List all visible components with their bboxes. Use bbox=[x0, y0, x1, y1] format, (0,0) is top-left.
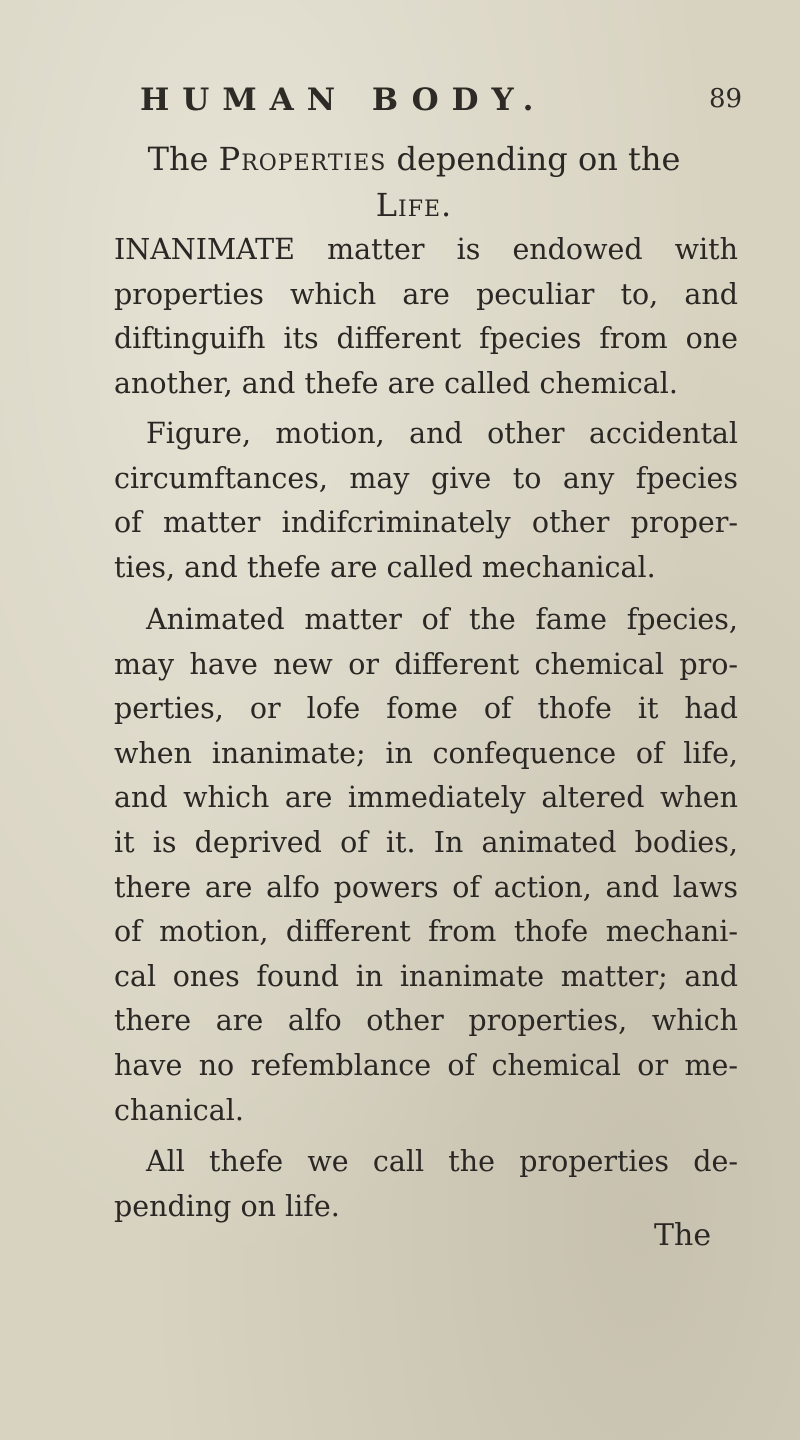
text-line: when inanimate; in confequence of life, bbox=[114, 736, 738, 770]
text-line: pending on life. bbox=[114, 1189, 340, 1223]
section-title-rest: depending on the bbox=[396, 140, 681, 178]
section-title bbox=[94, 136, 734, 228]
section-title-smallcaps: Properties bbox=[218, 140, 387, 178]
section-title-line2: Life. bbox=[375, 186, 453, 224]
text-line: circumftances, may give to any fpecies bbox=[114, 461, 738, 495]
text-line: another, and thefe are called chemical. bbox=[114, 366, 678, 400]
text-line: All thefe we call the properties de- bbox=[146, 1145, 738, 1178]
text-line: perties, or lofe fome of thofe it had bbox=[114, 692, 738, 726]
paragraph-all-these bbox=[114, 1140, 738, 1229]
text-line: have no refemblance of chemical or me- bbox=[114, 1048, 738, 1082]
text-line: ties, and thefe are called mechanical. bbox=[114, 550, 656, 584]
page-number: 89 bbox=[709, 84, 743, 114]
text-line: Figure, motion, and other accidental bbox=[146, 417, 738, 450]
text-line: there are alfo powers of action, and laws bbox=[114, 870, 738, 904]
text-line: of motion, different from thofe mechani- bbox=[114, 915, 738, 949]
text-line: chanical. bbox=[114, 1093, 244, 1127]
paragraph-animated bbox=[114, 598, 738, 1133]
running-head: HUMAN BODY. bbox=[140, 82, 547, 118]
text-line: INANIMATE matter is endowed with bbox=[114, 233, 738, 266]
section-title-word: The bbox=[147, 140, 209, 178]
text-line: may have new or different chemical pro- bbox=[114, 647, 738, 681]
text-line: Animated matter of the fame fpecies, bbox=[146, 603, 738, 636]
text-line: of matter indifcriminately other proper- bbox=[114, 506, 738, 540]
text-line: it is deprived of it. In animated bodies, bbox=[114, 825, 738, 859]
text-line: properties which are peculiar to, and bbox=[114, 277, 738, 311]
paragraph-figure bbox=[114, 412, 738, 590]
text-line: there are alfo other properties, which bbox=[114, 1004, 738, 1038]
paragraph-inanimate bbox=[114, 228, 738, 406]
text-line: and which are immediately altered when bbox=[114, 781, 738, 815]
catchword: The bbox=[654, 1218, 712, 1253]
text-line: diftinguifh its different fpecies from one bbox=[114, 322, 738, 356]
text-line: cal ones found in inanimate matter; and bbox=[114, 959, 738, 993]
